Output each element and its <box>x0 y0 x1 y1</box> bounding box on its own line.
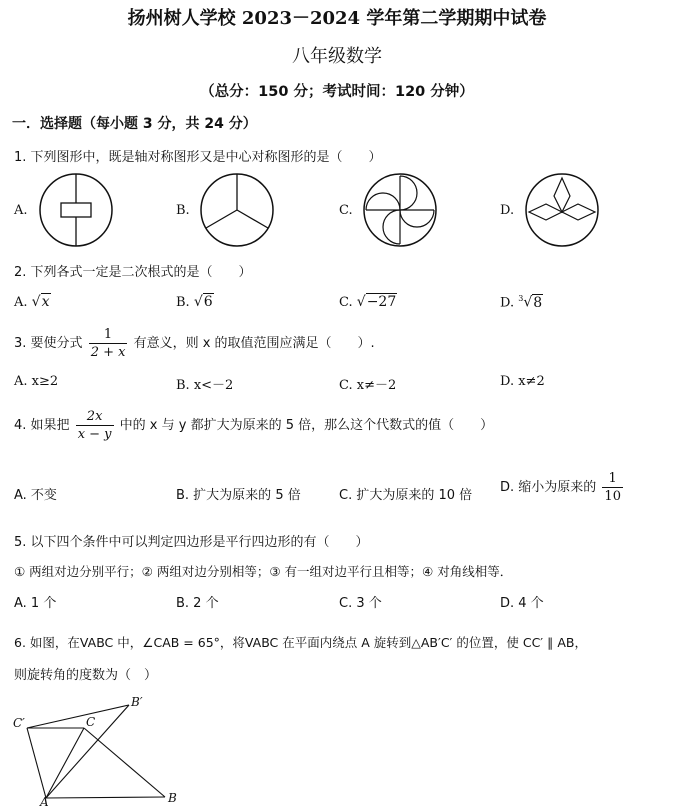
q5-option-b: B. 2 个 <box>176 596 219 611</box>
q3-stem <box>14 326 375 361</box>
q2-option-a <box>14 294 51 310</box>
q2-radicand-c: −27 <box>366 294 397 310</box>
q2-stem: 2. 下列各式一定是二次根式的是（ ） <box>14 265 252 280</box>
q1-figure-c <box>362 172 438 248</box>
q1-label-d: D. <box>500 203 515 218</box>
point-c-label: C <box>86 715 96 729</box>
q2-label-a: A. <box>14 295 28 310</box>
q3-post: 有意义，则 x 的取值范围应满足（ ）. <box>133 336 375 351</box>
q4-denominator: x − y <box>77 427 112 442</box>
q4-option-d-text: D. 缩小为原来的 <box>500 480 597 495</box>
q5-option-d: D. 4 个 <box>500 596 544 611</box>
q6-rotation-diagram <box>10 695 210 807</box>
q4-stem <box>14 408 493 443</box>
q3-option-d: D. x≠2 <box>500 374 545 389</box>
point-c-prime-label: C′ <box>13 716 25 730</box>
point-a-label: A <box>40 795 49 807</box>
q5-conditions: ① 两组对边分别平行；② 两组对边分别相等；③ 有一组对边平行且相等；④ 对角线相等． <box>14 564 513 579</box>
segment-a-b <box>46 797 165 798</box>
q2-root-index: 3 <box>518 294 524 303</box>
q4-option-d <box>500 470 625 505</box>
segment-a-c-prime <box>27 728 46 798</box>
q3-pre: 3. 要使分式 <box>14 336 83 351</box>
q5-stem: 5. 以下四个条件中可以判定四边形是平行四边形的有（ ） <box>14 535 369 550</box>
q1-figure-a <box>38 172 114 248</box>
sqrt-symbol: √x <box>31 294 50 310</box>
q2-radicand-a: x <box>41 294 50 310</box>
q2-radicand-b: 6 <box>203 294 213 310</box>
q5-option-c: C. 3 个 <box>339 596 382 611</box>
q3-denominator: 2 + x <box>90 345 126 360</box>
q2-label-d: D. <box>500 295 515 311</box>
q3-numerator: 1 <box>89 326 128 344</box>
q2-option-d <box>500 294 543 311</box>
subject-title: 八年级数学 <box>292 46 382 67</box>
q2-label-b: B. <box>176 295 190 310</box>
q3-option-c: C. x≠－2 <box>339 378 397 393</box>
q4-numerator: 2x <box>76 408 114 426</box>
q1-figure-b <box>199 172 275 248</box>
exam-title: 扬州树人学校 2023－2024 学年第二学期期中试卷 <box>127 8 547 29</box>
q1-label-a: A. <box>14 203 28 218</box>
q4-post: 中的 x 与 y 都扩大为原来的 5 倍，那么这个代数式的值（ ） <box>119 418 494 433</box>
point-b-label: B <box>168 791 177 805</box>
q1-label-c: C. <box>339 203 353 218</box>
q1-figure-d <box>524 172 600 248</box>
cube-root-symbol: $^3$√8 <box>518 294 543 311</box>
q3-option-b: B. x<－2 <box>176 378 234 393</box>
q2-option-b <box>176 294 214 310</box>
q4-option-b: B. 扩大为原来的 5 倍 <box>176 488 301 503</box>
q3-option-a: A. x≥2 <box>14 374 59 389</box>
q3-fraction <box>89 326 128 361</box>
sqrt-symbol: √6 <box>193 294 213 310</box>
q6-line2: 则旋转角的度数为（ ） <box>14 668 158 683</box>
q2-radicand-d: 8 <box>533 294 543 311</box>
q2-label-c: C. <box>339 295 353 310</box>
q4-fraction <box>76 408 114 443</box>
q4-option-d-fraction <box>602 470 623 505</box>
section-heading: 一．选择题（每小题 3 分，共 24 分） <box>12 116 257 132</box>
q4-d-denominator: 10 <box>604 489 621 504</box>
q5-option-a: A. 1 个 <box>14 596 57 611</box>
q4-option-a: A. 不变 <box>14 488 57 503</box>
q6-line1: 6. 如图，在VABC 中，∠CAB = 65°，将VABC 在平面内绕点 A 旋转到△AB′C′ 的位置，使 CC′ ∥ AB， <box>14 635 587 650</box>
q1-stem: 1. 下列图形中，既是轴对称图形又是中心对称图形的是（ ） <box>14 150 382 165</box>
q1-label-b: B. <box>176 203 190 218</box>
segment-c-b <box>84 728 165 797</box>
q4-pre: 4. 如果把 <box>14 418 70 433</box>
q2-option-c <box>339 294 397 310</box>
point-b-prime-label: B′ <box>131 695 143 709</box>
sqrt-symbol: √−27 <box>356 294 397 310</box>
q4-option-c: C. 扩大为原来的 10 倍 <box>339 488 473 503</box>
q4-d-numerator: 1 <box>602 470 623 488</box>
exam-info: （总分：150 分；考试时间：120 分钟） <box>200 84 474 100</box>
segment-a-c <box>46 728 84 798</box>
segment-c-prime-b-prime <box>27 705 129 728</box>
